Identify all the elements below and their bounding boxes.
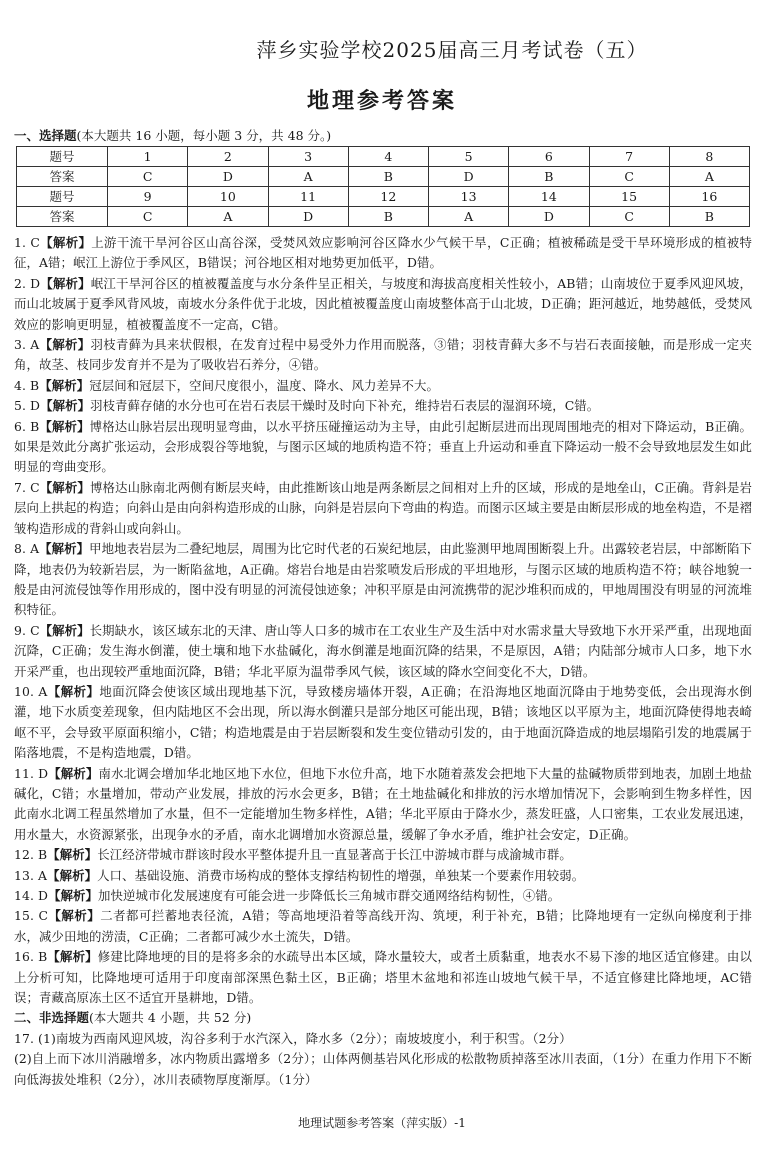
explanation-number: 11. D — [14, 765, 49, 781]
explanation-number: 4. B — [14, 377, 40, 393]
explanation-text: 长期缺水，该区域东北的天津、唐山等人口多的城市在工农业生产及生活中对水需求量大导致地下水开采严重，出现地面沉降，C正确；发生海水倒灌，使土壤和地下水盐碱化，海水倒灌是地面沉降的结果，不是原因，A错；内陆部分城市人口多，地下水开采严重，也出现较严重地面沉降，B错；华北平原为温带季风气候，该区域的降水空间变化不大，D错。 — [14, 622, 752, 679]
answer-table-cell: 11 — [268, 187, 348, 207]
explanation-item — [14, 376, 752, 396]
answer-table-cell: 1 — [108, 147, 188, 167]
answer-table-cell: C — [589, 167, 669, 187]
explanation-number: 7. C — [14, 479, 40, 495]
document-title: 地理参考答案 — [306, 88, 457, 114]
section-1-label: 一、选择题 — [14, 128, 77, 143]
explanation-item — [14, 396, 752, 416]
answer-table-cell: 14 — [509, 187, 589, 207]
explanation-item — [14, 621, 752, 682]
explanation-tag: 【解析】 — [39, 235, 92, 250]
explanation-number: 6. B — [14, 418, 40, 434]
explanation-tag: 【解析】 — [47, 867, 98, 883]
explanation-item — [14, 233, 752, 274]
explanation-tag: 【解析】 — [47, 847, 98, 863]
explanation-tag: 【解析】 — [48, 908, 101, 924]
answer-table-cell: B — [669, 207, 749, 227]
explanation-text: 博格达山脉南北两侧有断层夹峙，由此推断该山地是两条断层之间相对上升的区域，形成的是地垒山，C正确。背斜是岩层向上拱起的构造；向斜山是由向斜构造形成的山脉，向斜是岩层向下弯曲的构造。而图示区域主要是由断层形成的地垒构造，不是褶皱构造形成的背斜山或向斜山。 — [14, 479, 752, 536]
explanation-text: 甲地地表岩层为二叠纪地层，周围为比它时代老的石炭纪地层，由此鉴测甲地周围断裂上升。出露较老岩层，中部断陷下降，地表仍为较新岩层，为一断陷盆地，A正确。熔岩台地是由岩浆喷发后形成的平坦地形，与图示区域的地质构造不符；峡谷地貌一般是由河流侵蚀等作用形成的，图中没有明显的河流侵蚀迹象；冲积平原是由河流携带的泥沙堆积而成的，甲地周围没有明显的河流堆积特征。 — [14, 541, 752, 618]
explanation-item — [14, 335, 752, 376]
explanation-text: 修建比降地埂的目的是将多余的水疏导出本区域，降水量较大，或者土质黏重，地表水不易下渗的地区适宜修建。由以上分析可知，比降地埂可适用于印度南部深黑色黏土区，B正确；塔里木盆地和祁连山坡地气候干旱，不适宜修建比降地埂，AC错误；青藏高原冻土区不适宜开垦耕地，D错。 — [14, 949, 753, 1006]
answer-table-cell: B — [509, 167, 589, 187]
explanation-text: 加快逆城市化发展速度有可能会进一步降低长三角城市群交通网络结构韧性，④错。 — [98, 888, 561, 903]
explanation-text: 南水北调会增加华北地区地下水位，但地下水位升高，地下水随着蒸发会把地下大量的盐碱物质带到地表，加剧土地盐碱化，C错；水量增加，带动产业发展，排放的污水会更多，B错；在土地盐碱化和排放的污水增加情况下，会影响到生物多样性，因此南水北调工程虽然增加了水量，但不一定能增加生物多样性，A错；华北平原由于降水少，蒸发旺盛，人口密集，工农业发展迅速，用水量大，水资源紧张，出现争水的矛盾，南水北调增加水资源总量，缓解了争水矛盾，维护社会安定，D正确。 — [14, 765, 752, 842]
explanation-number: 14. D — [14, 888, 49, 903]
section-2-label: 二、非选择题 — [14, 1010, 89, 1026]
explanation-item — [14, 906, 752, 947]
explanation-number: 2. D — [14, 275, 41, 291]
explanation-text: 博格达山脉岩层出现明显弯曲，以水平挤压碰撞运动为主导，由此引起断层进而出现周围地壳的相对下降运动，B正确。如果是效此分离扩张运动，会形成裂谷等地貌，与图示区域的地质构造不符；垂直上升运动和垂直下降运动一般不会导致地层发生如此明显的弯曲变形。 — [14, 418, 752, 475]
answer-table-cell: 5 — [429, 147, 509, 167]
explanation-tag: 【解析】 — [47, 949, 98, 965]
answer-table-cell: 13 — [429, 187, 509, 207]
section-2-desc: (本大题共 4 小题，共 52 分) — [88, 1010, 252, 1026]
answer-table-row — [17, 207, 750, 227]
explanation-number: 8. A — [14, 541, 40, 557]
answer-table-row-label: 题号 — [17, 187, 108, 207]
explanation-number: 10. A — [14, 683, 48, 699]
explanation-text: 岷江干旱河谷区的植被覆盖度与水分条件呈正相关，与坡度和海拔高度相关性较小，AB错；山南坡位于夏季风迎风坡，而山北坡属于夏季风背风坡，南坡水分条件优于北坡，因此植被覆盖度山南坡整体高于山北坡，D正确；距河越近，地势越低，受焚风效应的影响更明显，植被覆盖度不一定高，C错。 — [14, 275, 752, 332]
explanation-tag: 【解析】 — [47, 683, 100, 699]
q17-part2: (2)自上而下冰川消融增多，冰内物质出露增多（2分）；山体两侧基岩风化形成的松散物质掉落至冰川表面，（1分）在重力作用下不断向低海拔处堆积（2分），冰川表碛物厚度渐厚。（1分） — [14, 1051, 752, 1087]
answer-table-cell: D — [429, 167, 509, 187]
answer-table-cell: 7 — [589, 147, 669, 167]
answer-table-cell: A — [188, 207, 268, 227]
answer-table-cell: 2 — [188, 147, 268, 167]
explanation-tag: 【解析】 — [39, 377, 90, 393]
explanation-tag: 【解析】 — [40, 398, 91, 414]
explanation-item — [14, 947, 752, 1008]
school-title: 萍乡实验学校2025届高三月考试卷（五） — [256, 38, 648, 62]
answer-table-cell: A — [268, 167, 348, 187]
explanation-item — [14, 764, 752, 846]
explanation-text: 长江经济带城市群该时段水平整体提升且一直显著高于长江中游城市群与成渝城市群。 — [97, 847, 572, 863]
explanation-text: 二者都可拦蓄地表径流，A错；等高地埂沿着等高线开沟、筑埂，利于补充，B错；比降地埂有一定纵向梯度利于排水，减少田地的涝渍，C正确；二者都可减少水土流失，D错。 — [14, 908, 753, 944]
explanation-tag: 【解析】 — [48, 888, 99, 903]
explanation-number: 15. C — [14, 908, 49, 924]
answer-table-row-label: 答案 — [17, 167, 108, 187]
answer-table-cell: B — [348, 167, 428, 187]
explanation-item — [14, 274, 752, 335]
answer-table-row — [17, 147, 750, 167]
explanation-number: 9. C — [14, 622, 40, 638]
explanation-text: 羽枝青藓存储的水分也可在岩石表层干燥时及时向下补充，维持岩石表层的湿润环境，C错。 — [90, 398, 600, 414]
answer-table-row-label: 题号 — [17, 147, 108, 167]
explanation-item — [14, 845, 752, 865]
explanation-tag: 【解析】 — [39, 622, 90, 638]
answer-table-cell: 4 — [348, 147, 428, 167]
explanation-tag: 【解析】 — [39, 337, 91, 353]
answer-table-cell: 6 — [509, 147, 589, 167]
page-footer: 地理试题参考答案（萍实版）-1 — [298, 1116, 466, 1130]
explanation-tag: 【解析】 — [48, 765, 99, 781]
explanation-text: 冠层间和冠层下，空间尺度很小，温度、降水、风力差异不大。 — [89, 377, 439, 393]
answer-table-cell: D — [509, 207, 589, 227]
explanation-text: 地面沉降会使该区域出现地基下沉，导致楼房墙体开裂，A正确；在沿海地区地面沉降由于地势变低，会出现海水倒灌，地下水质变差现象，但内陆地区不会出现，所以海水倒灌只是部分地区可能出现，B错；该地区以平原为主，地面沉降使得地表崎岖不平，会导致平原面积缩小，C错；构造地震是由于岩层断裂和发生变位错动引发的，由于地面沉降造成的地层塌陷引发的地震属于陷落地震，不是构造地震，D错。 — [14, 683, 753, 761]
explanation-text: 羽枝青藓为具来状假根，在发育过程中易受外力作用而脱落，③错；羽枝青藓大多不与岩石表面接触，而是形成一定夹角，故茎、枝同步发育并不是为了吸收岩石养分，④错。 — [14, 337, 753, 373]
answer-table-cell: C — [589, 207, 669, 227]
answer-table-cell: C — [108, 167, 188, 187]
explanation-text: 上游干流干旱河谷区山高谷深，受焚风效应影响河谷区降水少气候干旱，C正确；植被稀疏是受干旱环境形成的植被特征，A错；岷江上游位于季风区，B错误；河谷地区相对地势更加低平，D错。 — [14, 235, 752, 271]
explanation-tag: 【解析】 — [39, 541, 90, 557]
answer-table-cell: 16 — [669, 187, 749, 207]
explanation-tag: 【解析】 — [40, 275, 91, 291]
explanation-tag: 【解析】 — [39, 479, 90, 495]
answer-table-cell: D — [268, 207, 348, 227]
answer-table-cell: A — [429, 207, 509, 227]
answer-table-cell: 9 — [108, 187, 188, 207]
answer-table-cell: 12 — [348, 187, 428, 207]
explanation-number: 16. B — [14, 949, 48, 965]
answer-table-cell: C — [108, 207, 188, 227]
explanation-item — [14, 417, 752, 478]
answer-table — [16, 146, 750, 227]
answer-table-cell: 8 — [669, 147, 749, 167]
explanation-item — [14, 478, 752, 539]
explanations-body — [14, 233, 752, 1090]
explanation-text: 人口、基础设施、消费市场构成的整体支撑结构韧性的增强，单独某一个要素作用较弱。 — [97, 867, 585, 883]
explanation-item — [14, 886, 752, 906]
explanation-item — [14, 539, 752, 621]
answer-table-cell: 10 — [188, 187, 268, 207]
explanation-item — [14, 866, 752, 886]
explanation-number: 5. D — [14, 398, 41, 414]
section-1-heading — [14, 127, 331, 144]
explanation-number: 3. A — [14, 337, 40, 353]
section-1-desc: (本大题共 16 小题，每小题 3 分，共 48 分。) — [76, 128, 332, 143]
answer-table-cell: 15 — [589, 187, 669, 207]
explanation-tag: 【解析】 — [39, 418, 90, 434]
answer-table-row-label: 答案 — [17, 207, 108, 227]
explanation-number: 1. C — [14, 235, 40, 250]
explanation-number: 12. B — [14, 847, 48, 863]
section-2-heading — [14, 1008, 752, 1028]
explanation-item — [14, 682, 752, 764]
q17-part1: 17. (1)南坡为西南风迎风坡，沟谷多利于水汽深入，降水多（2分）；南坡坡度小，利于积雪。（2分） — [14, 1030, 572, 1046]
answer-table-cell: D — [188, 167, 268, 187]
answer-table-cell: A — [669, 167, 749, 187]
answer-table-row — [17, 187, 750, 207]
answer-table-row — [17, 167, 750, 187]
explanation-number: 13. A — [14, 867, 48, 883]
answer-table-cell: 3 — [268, 147, 348, 167]
explanation-list — [14, 233, 752, 1008]
answer-table-cell: B — [348, 207, 428, 227]
